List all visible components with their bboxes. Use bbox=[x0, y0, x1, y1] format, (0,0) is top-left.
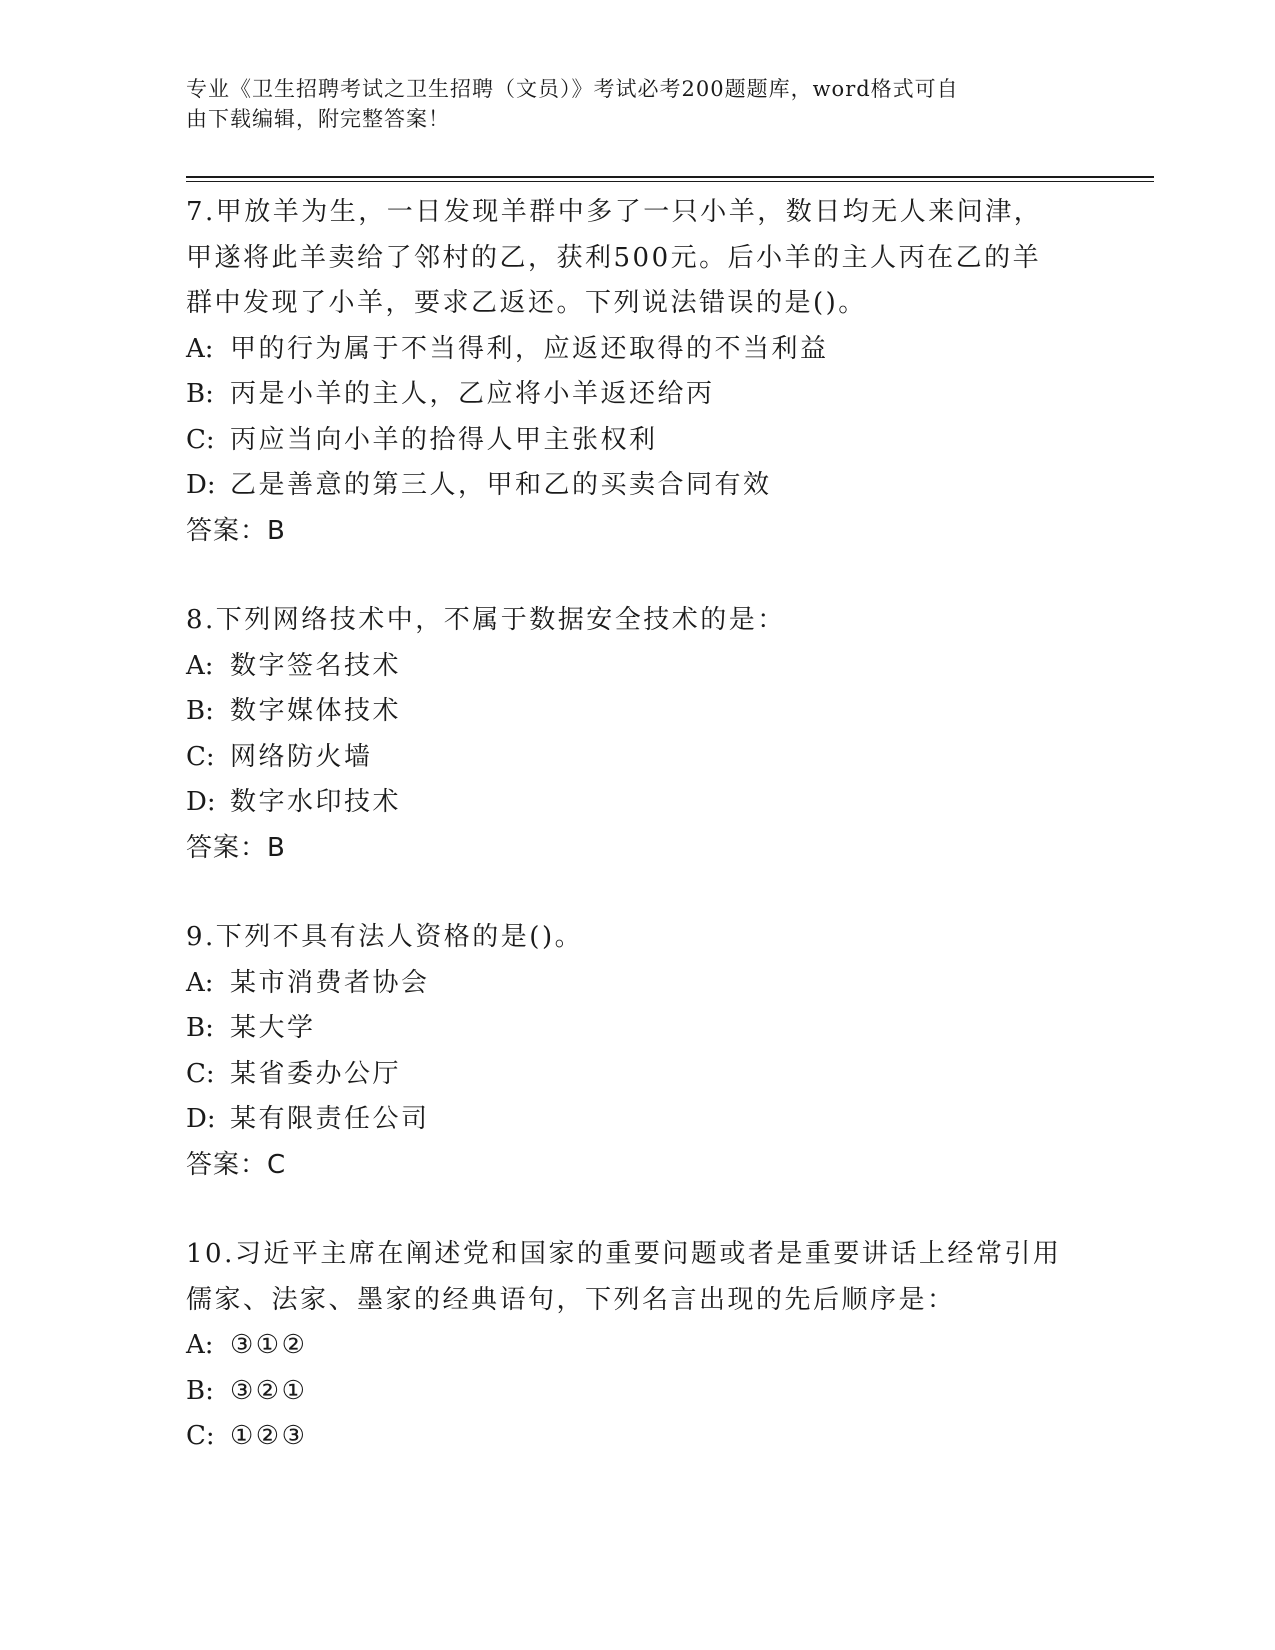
option-letter: C: bbox=[186, 1421, 215, 1451]
header-line-2: 由下载编辑，附完整答案！ bbox=[186, 107, 450, 131]
answer-line: 答案：B bbox=[186, 515, 286, 546]
option-text: 某省委办公厅 bbox=[230, 1058, 402, 1089]
option-a bbox=[186, 327, 1086, 373]
option-b bbox=[186, 1369, 1086, 1415]
option-text: 甲的行为属于不当得利，应返还取得的不当利益 bbox=[230, 333, 829, 364]
question-10 bbox=[186, 1232, 1086, 1460]
option-text: 数字签名技术 bbox=[230, 650, 402, 681]
option-text: 乙是善意的第三人，甲和乙的买卖合同有效 bbox=[230, 470, 772, 500]
option-a bbox=[186, 961, 1086, 1007]
option-text: ①②③ bbox=[230, 1421, 308, 1451]
question-text-line: 7.甲放羊为生，一日发现羊群中多了一只小羊，数日均无人来问津， bbox=[186, 197, 1043, 227]
option-letter: B: bbox=[186, 696, 214, 726]
question-text-line: 甲遂将此羊卖给了邻村的乙，获利500元。后小羊的主人丙在乙的羊 bbox=[186, 242, 1042, 273]
option-text: 数字水印技术 bbox=[230, 787, 402, 817]
option-a bbox=[186, 1323, 1086, 1369]
header-divider-thin bbox=[186, 181, 1154, 182]
option-text: 某有限责任公司 bbox=[230, 1104, 430, 1134]
option-letter: D: bbox=[186, 470, 216, 500]
option-letter: C: bbox=[186, 424, 215, 455]
option-letter: C: bbox=[186, 1058, 215, 1089]
option-c bbox=[186, 735, 1086, 781]
option-letter: A: bbox=[186, 1330, 214, 1360]
option-b bbox=[186, 689, 1086, 735]
question-text-line: 10.习近平主席在阐述党和国家的重要问题或者是重要讲话上经常引用 bbox=[186, 1239, 1062, 1269]
question-9 bbox=[186, 915, 1086, 1188]
option-d bbox=[186, 780, 1086, 826]
option-b bbox=[186, 1006, 1086, 1052]
option-letter: B: bbox=[186, 1013, 214, 1043]
option-text: 某市消费者协会 bbox=[230, 967, 430, 998]
header-divider-thick bbox=[186, 176, 1154, 178]
question-list bbox=[186, 190, 1086, 1504]
question-text-line: 儒家、法家、墨家的经典语句，下列名言出现的先后顺序是： bbox=[186, 1284, 956, 1315]
option-letter: A: bbox=[186, 650, 214, 681]
option-letter: A: bbox=[186, 967, 214, 998]
question-text-line: 8.下列网络技术中，不属于数据安全技术的是： bbox=[186, 605, 786, 635]
answer-line: 答案：B bbox=[186, 832, 286, 863]
option-text: 网络防火墙 bbox=[230, 741, 373, 772]
option-letter: B: bbox=[186, 379, 214, 409]
option-text: 某大学 bbox=[230, 1013, 316, 1043]
question-8 bbox=[186, 598, 1086, 871]
option-text: 数字媒体技术 bbox=[230, 696, 402, 726]
option-a bbox=[186, 644, 1086, 690]
option-d bbox=[186, 1097, 1086, 1143]
option-d bbox=[186, 463, 1086, 509]
document-header bbox=[186, 74, 1066, 134]
question-7 bbox=[186, 190, 1086, 554]
header-line-1: 专业《卫生招聘考试之卫生招聘（文员）》考试必考200题题库，word格式可自 bbox=[186, 77, 959, 101]
option-c bbox=[186, 1052, 1086, 1098]
option-letter: B: bbox=[186, 1375, 214, 1406]
question-text-line: 9.下列不具有法人资格的是()。 bbox=[186, 922, 584, 952]
option-text: 丙应当向小羊的拾得人甲主张权利 bbox=[230, 424, 658, 455]
option-letter: D: bbox=[186, 787, 216, 817]
option-letter: C: bbox=[186, 741, 215, 772]
option-text: ③①② bbox=[230, 1330, 308, 1360]
option-text: 丙是小羊的主人，乙应将小羊返还给丙 bbox=[230, 379, 715, 409]
option-text: ③②① bbox=[230, 1375, 308, 1406]
option-b bbox=[186, 372, 1086, 418]
answer-line: 答案：C bbox=[186, 1149, 287, 1180]
question-text-line: 群中发现了小羊，要求乙返还。下列说法错误的是()。 bbox=[186, 288, 867, 318]
option-c bbox=[186, 1414, 1086, 1460]
option-letter: D: bbox=[186, 1104, 216, 1134]
option-letter: A: bbox=[186, 333, 214, 364]
option-c bbox=[186, 418, 1086, 464]
